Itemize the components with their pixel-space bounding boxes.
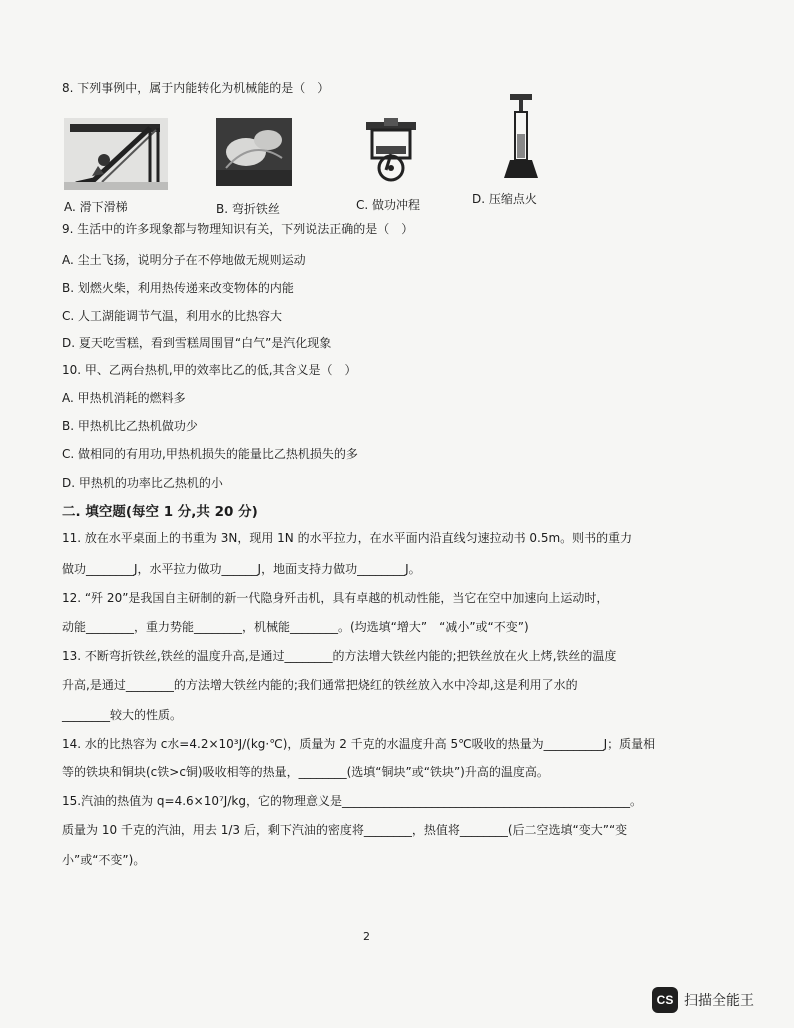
q15-line-2: 质量为 10 千克的汽油，用去 1/3 后，剩下汽油的密度将________，热值将________(后二空选填“变大”“变 [62,823,628,837]
q12-line-1: 12. “歼 20”是我国自主研制的新一代隐身歼击机，具有卓越的机动性能，当它在空中加速向上运动时， [62,591,609,605]
q14-line-2: 等的铁块和铜块(c铁>c铜)吸收相等的热量，________(选填“铜块”或“铁块”)升高的温度高。 [62,765,549,779]
scanner-watermark [652,985,754,1015]
q8-option-a: A. 滑下滑梯 [64,200,128,214]
q10-option-c: C. 做相同的有用功,甲热机损失的能量比乙热机损失的多 [62,447,358,461]
q8-option-c: C. 做功冲程 [356,198,421,212]
page-number: 2 [363,930,370,943]
q15-line-1: 15.汽油的热值为 q=4.6×10⁷J/kg，它的物理意义是________________________________________________。 [62,794,642,808]
q13-line-3: ________较大的性质。 [62,708,183,722]
q13-line-1: 13. 不断弯折铁丝,铁丝的温度升高,是通过________的方法增大铁丝内能的;把铁丝放在火上烤,铁丝的温度 [62,649,617,663]
slide-figure [64,118,168,190]
bending-wire-figure [216,118,292,186]
q8-option-d: D. 压缩点火 [472,192,537,206]
compression-igniter-figure [500,94,542,180]
q11-line-1: 11. 放在水平桌面上的书重为 3N，现用 1N 的水平拉力，在水平面内沿直线匀速拉动书 0.5m。则书的重力 [62,531,633,545]
q14-line-1: 14. 水的比热容为 c水=4.2×10³J/(kg·℃)，质量为 2 千克的水温度升高 5℃吸收的热量为__________J；质量相 [62,737,656,751]
scanner-watermark-text: 扫描全能王 [684,993,754,1009]
q9-option-d: D. 夏天吃雪糕，看到雪糕周围冒“白气”是汽化现象 [62,336,332,350]
engine-stroke-figure [360,118,422,182]
q12-line-2: 动能________，重力势能________，机械能________。(均选填“增大” “减小”或“不变”) [62,620,529,634]
section-fill-blank-heading: 二. 填空题(每空 1 分,共 20 分) [62,504,258,520]
q10-option-a: A. 甲热机消耗的燃料多 [62,391,186,405]
q10-option-b: B. 甲热机比乙热机做功少 [62,419,198,433]
q11-line-2: 做功________J，水平拉力做功______J，地面支持力做功________J。 [62,562,421,576]
q9-option-a: A. 尘土飞扬，说明分子在不停地做无规则运动 [62,253,306,267]
q10-option-d: D. 甲热机的功率比乙热机的小 [62,476,223,490]
q15-line-3: 小”或“不变”)。 [62,853,146,867]
q8-option-b: B. 弯折铁丝 [216,202,280,216]
q9-option-b: B. 划燃火柴，利用热传递来改变物体的内能 [62,281,294,295]
scanner-logo-icon: CS [652,987,678,1013]
q13-line-2: 升高,是通过________的方法增大铁丝内能的;我们通常把烧红的铁丝放入水中冷却,这是利用了水的 [62,678,578,692]
q8-stem: 8. 下列事例中，属于内能转化为机械能的是（ ） [62,81,330,95]
q9-stem: 9. 生活中的许多现象都与物理知识有关，下列说法正确的是（ ） [62,222,414,236]
q9-option-c: C. 人工湖能调节气温，利用水的比热容大 [62,309,283,323]
q10-stem: 10. 甲、乙两台热机,甲的效率比乙的低,其含义是（ ） [62,363,357,377]
